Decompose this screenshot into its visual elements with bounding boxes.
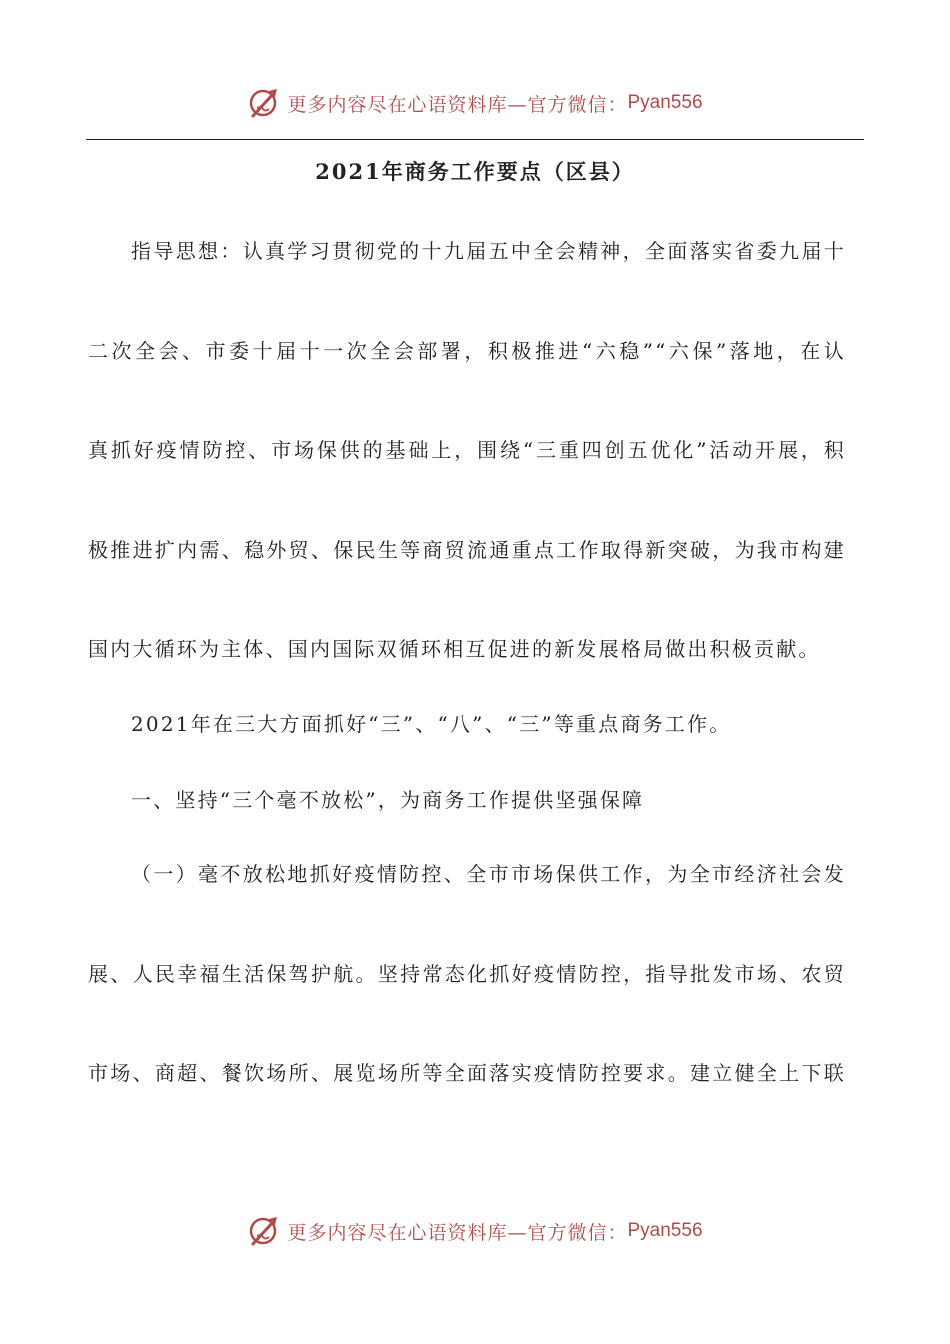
section-heading: 一、坚持“三个毫不放松”，为商务工作提供坚强保障 [131,788,645,812]
paragraph-line: 二次全会、市委十届十一次全会部署，积极推进“六稳”“六保”落地，在认 [88,339,846,363]
paragraph-line: 市场、商超、餐饮场所、展览场所等全面落实疫情防控要求。建立健全上下联 [88,1061,846,1085]
paragraph-line: 2021年在三大方面抓好“三”、“八”、“三”等重点商务工作。 [131,712,732,736]
paragraph-line: 展、人民幸福生活保驾护航。坚持常态化抓好疫情防控，指导批发市场、农贸 [88,962,846,986]
wechat-id: Pyan556 [627,92,703,113]
watermark-text: 更多内容尽在心语资料库—官方微信： [287,93,628,116]
watermark-banner-bottom [0,1211,950,1251]
watermark-banner-top [0,83,950,123]
document-title: 2021年商务工作要点（区县） [315,159,635,184]
paragraph-line: 国内大循环为主体、国内国际双循环相互促进的新发展格局做出积极贡献。 [88,637,821,661]
pen-logo-icon [247,1214,281,1248]
paragraph-line: 指导思想：认真学习贯彻党的十九届五中全会精神，全面落实省委九届十 [131,239,846,263]
pen-logo-icon [247,86,281,120]
watermark-text: 更多内容尽在心语资料库—官方微信： [287,1221,628,1244]
paragraph-line: （一）毫不放松地抓好疫情防控、全市市场保供工作，为全市经济社会发 [131,862,846,886]
header-rule [86,139,864,140]
paragraph-line: 极推进扩内需、稳外贸、保民生等商贸流通重点工作取得新突破，为我市构建 [88,538,846,562]
wechat-id: Pyan556 [627,1220,703,1241]
paragraph-line: 真抓好疫情防控、市场保供的基础上，围绕“三重四创五优化”活动开展，积 [88,438,846,462]
